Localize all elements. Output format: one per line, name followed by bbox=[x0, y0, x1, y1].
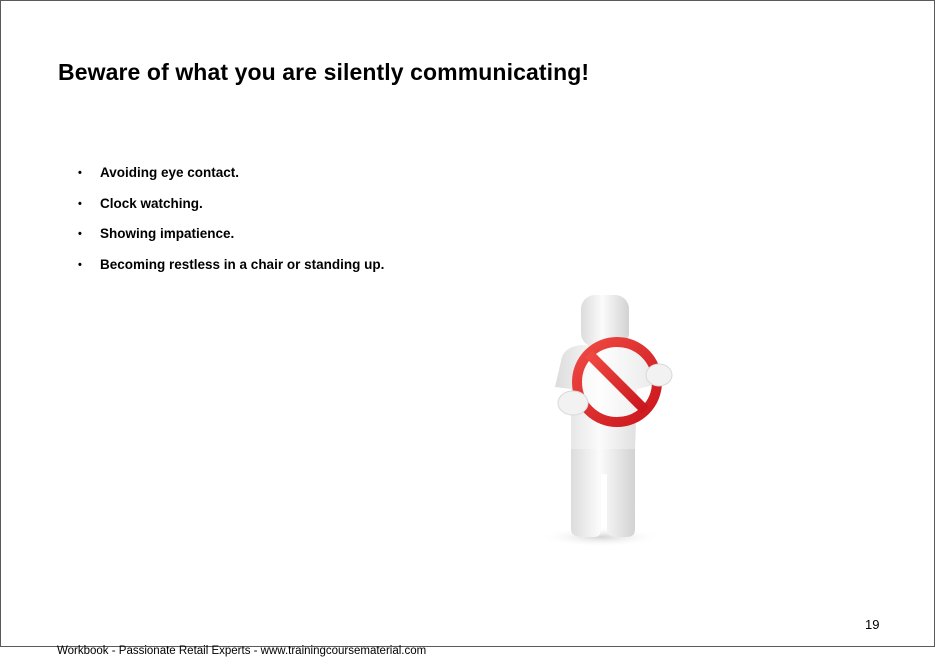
figure-shadow bbox=[541, 527, 661, 547]
bullet-icon: • bbox=[78, 228, 82, 240]
figure-legs bbox=[571, 439, 635, 537]
bullet-icon: • bbox=[78, 258, 82, 271]
bullet-icon: • bbox=[78, 167, 82, 179]
figure-left-hand bbox=[558, 391, 588, 415]
person-holding-prohibition-sign-icon bbox=[531, 289, 701, 551]
slide-title: Beware of what you are silently communicating! bbox=[58, 59, 590, 85]
figure-right-hand bbox=[646, 364, 672, 386]
footer-text: Workbook - Passionate Retail Experts - www.trainingcoursematerial.com bbox=[57, 645, 427, 657]
bullet-icon: • bbox=[78, 197, 82, 210]
bullet-text: Becoming restless in a chair or standing up. bbox=[100, 256, 385, 272]
bullet-text: Showing impatience. bbox=[100, 226, 235, 241]
page-number: 19 bbox=[865, 617, 880, 632]
bullet-text: Avoiding eye contact. bbox=[100, 165, 240, 180]
bullet-text: Clock watching. bbox=[100, 195, 203, 211]
